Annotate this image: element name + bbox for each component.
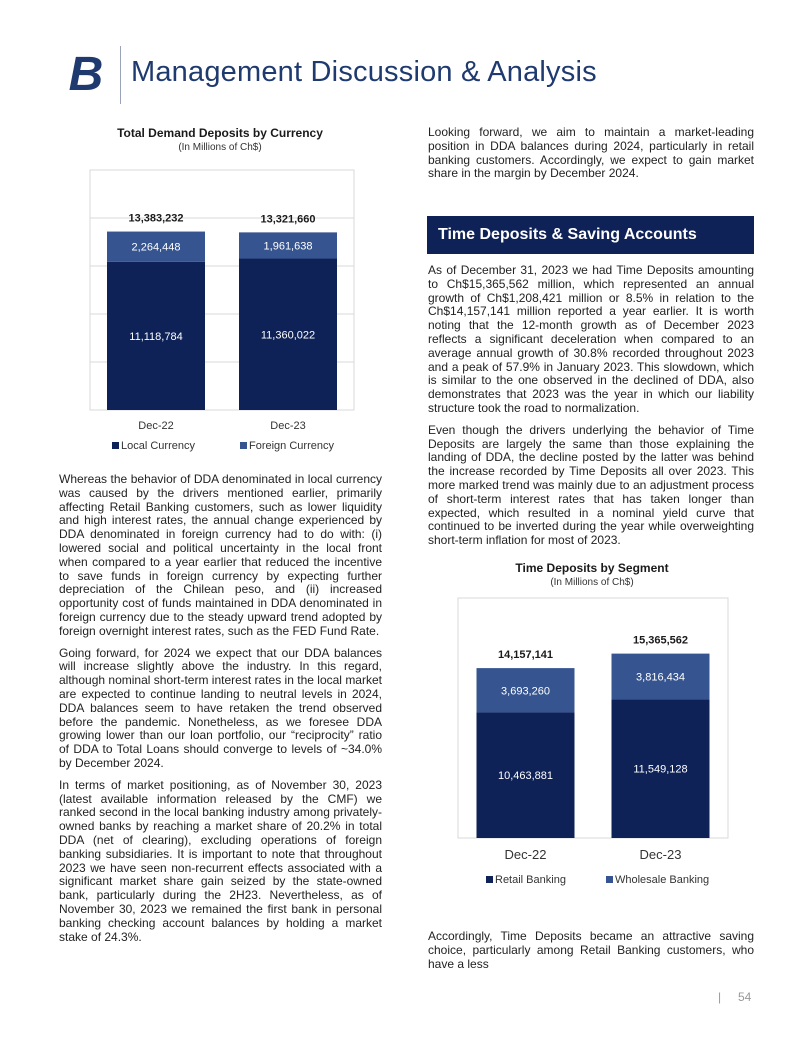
legend-swatch [240,442,247,449]
legend-swatch [112,442,119,449]
td-chart-subtitle: (In Millions of Ch$) [550,577,634,588]
bar-total-label: 13,383,232 [128,212,184,225]
legend-label: Wholesale Banking [615,874,710,886]
right-paragraph-2: Even though the drivers underlying the behavior of Time Deposits are largely the same than those explaining the landing of DDA, the decline posted by the latter was behind the increase recorded by Time Deposits all over 2023. This more marked trend was mainly due to an adjustment process of short-term interest rates that has taken longer than expected, which resulted in a nominal yield curve that continued to be inverted during the year while overweighting short-term inflation for most of 2023. [428,422,754,548]
bar-value-label: 1,961,638 [263,240,313,253]
x-tick-label: Dec-23 [270,420,306,432]
logo-letter: B [68,48,104,98]
x-tick-label: Dec-22 [138,420,174,432]
section-heading-bar [427,216,754,254]
intro-paragraph: Looking forward, we aim to maintain a market-leading position in DDA balances during 2024, particularly in retail banking customers. Accordingly, we expect to gain market share in the margin by December 2024. [428,125,754,181]
closing-block [428,930,754,979]
bar-value-label: 10,463,881 [497,770,554,783]
page-number: 54 [738,990,752,1004]
page-title: Management Discussion & Analysis [131,56,597,88]
section-heading: Time Deposits & Saving Accounts [438,226,697,243]
left-paragraph-1: Whereas the behavior of DDA denominated in local currency was caused by the drivers mentioned earlier, primarily affecting Retail Banking customers, such as lower liquidity and high interest rates, the annual change experienced by DDA denominated in foreign currency had to do with: (i) lowered social and political uncertainty in the local front when compared to a year earlier that reduced the incentive to save funds in foreign currency by expecting further depreciation of the Chilean peso, and (ii) increased opportunity cost of funds maintained in DDA denominated in foreign currency due to the steady upward trend adopted by foreign overnight interest rates, such as the FED Fund Rate. [59,472,382,638]
left-paragraph-2: Going forward, for 2024 we expect that our DDA balances will increase slightly above the industry. In this regard, although nominal short-term interest rates in the local market are expected to continue landing to neutral levels in 2024, DDA balances seem to have retaken the trend observed before the pandemic. Nonetheless, as we foresee DDA growing lower than our loan portfolio, our “reciprocity” ratio of DDA to Total Loans should converge to levels of ~34.0% by December 2024. [59,645,382,770]
bar-value-label: 2,264,448 [131,241,181,254]
title-divider [120,46,121,104]
bar-total-label: 15,365,562 [632,634,689,647]
td-chart [436,594,746,894]
left-paragraph-3: In terms of market positioning, as of November 30, 2023 (latest available information released by the CMF) we ranked second in the local banking industry among privately-owned banks by reaching a market share of 20.2% in total DDA (net of clearing), excluding operations of foreign banking subsidiaries. It is important to note that throughout 2023 we have seen non-recurrent effects associated with a significant market share gain seized by the state-owned bank, particularly during the 2H23. Nevertheless, as of November 30, 2023 we remained the first bank in personal banking checking account balances by holding a market stake of 24.3%. [59,777,382,944]
footer-separator: | [718,990,722,1004]
right-intro [428,126,754,189]
legend-label: Retail Banking [495,874,566,886]
x-tick-label: Dec-23 [639,847,682,862]
right-column [428,264,754,556]
legend-label: Foreign Currency [249,440,334,452]
bar-total-label: 14,157,141 [497,649,554,662]
bar-value-label: 11,118,784 [129,330,183,343]
bar-total-label: 13,321,660 [260,213,316,226]
bar-value-label: 11,549,128 [633,763,688,776]
x-tick-label: Dec-22 [504,847,547,862]
bar-value-label: 3,816,434 [636,671,685,684]
dda-chart-title: Total Demand Deposits by Currency [117,126,323,140]
bar-value-label: 11,360,022 [260,329,316,342]
dda-chart [60,160,380,460]
legend-label: Local Currency [121,440,195,452]
legend-swatch [486,876,493,883]
bank-logo [64,48,108,98]
legend-swatch [606,876,613,883]
td-chart-title: Time Deposits by Segment [515,561,669,575]
dda-chart-subtitle: (In Millions of Ch$) [178,142,262,153]
left-column [59,473,382,952]
bar-value-label: 3,693,260 [501,685,550,698]
right-paragraph-1: As of December 31, 2023 we had Time Deposits amounting to Ch$15,365,562 million, which represented an annual growth of Ch$1,208,421 million or 8.5% in relation to the Ch$14,157,141 million reported a year earlier. It is worth noting that the 12-month growth as of December 2023 reflects a significant deceleration when compared to an average annual growth of 30.8% recorded throughout 2023 and a peak of 57.9% in January 2023. This slowdown, which is similar to the one observed in the declined of DDA, also demonstrates that 2023 was the year in which our liability structure took the road to normalization. [428,263,754,415]
closing-paragraph: Accordingly, Time Deposits became an attractive saving choice, particularly among Retail Banking customers, who have a less [428,929,754,971]
